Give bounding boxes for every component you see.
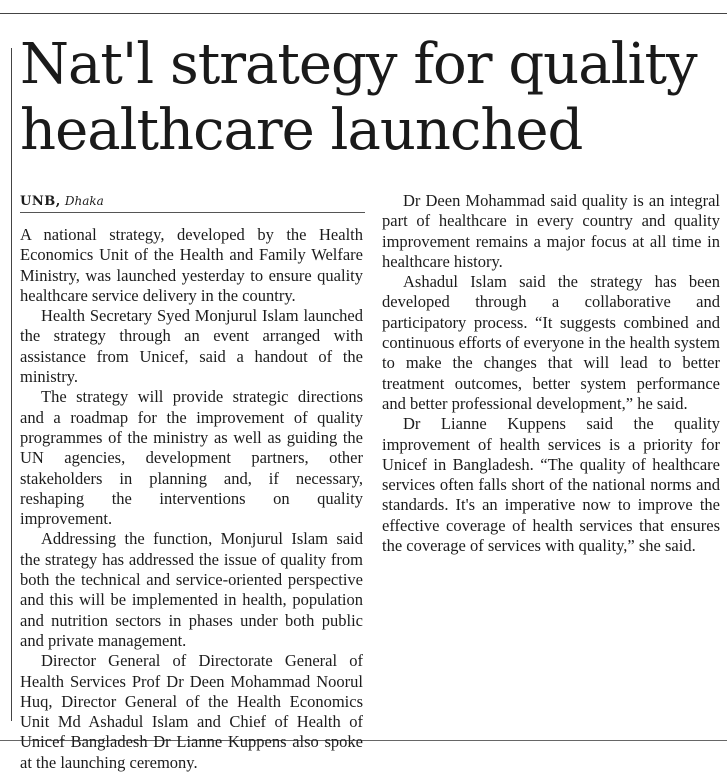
article-headline: Nat'l strategy for quality healthcare launched [20, 32, 697, 163]
article-paragraph: The strategy will provide strategic directions and a roadmap for the improvement of quality programmes of the ministry as well as guiding the UN agencies, development partners, other stakeholders in planning and, if necessary, reshaping the interventions on quality improvement. [20, 387, 363, 529]
article-paragraph: Director General of Directorate General of Health Services Prof Dr Deen Mohammad Noorul Huq, Director General of the Health Economics Unit Md Ashadul Islam and Chief of Health of Unicef Bangladesh Dr Lianne Kuppens also spoke at the launching ceremony. [20, 651, 363, 772]
article-paragraph: Addressing the function, Monjurul Islam said the strategy has addressed the issue of quality from both the technical and service-oriented perspective and this will be implemented in health, population and nutrition sectors in phases under both public and private management. [20, 529, 363, 650]
left-rule [11, 48, 12, 721]
top-rule [0, 13, 727, 14]
byline-agency: UNB, [20, 194, 61, 209]
byline-place: Dhaka [64, 194, 104, 208]
article-paragraph: Ashadul Islam said the strategy has been developed through a collaborative and participatory process. “It suggests combined and continuous efforts of everyone in the health system to make the changes that will lead to better treatment outcomes, better system performance and better professional development,” he said. [382, 272, 720, 413]
article-paragraph: Dr Lianne Kuppens said the quality improvement of health services is a priority for Unicef in Bangladesh. “The quality of healthcare services often falls short of the national norms and standards. It's an imperative now to improve the effective coverage of health services that ensures the coverage of services with quality,” she said. [382, 414, 720, 556]
article-column-left [20, 225, 363, 773]
article-paragraph: Health Secretary Syed Monjurul Islam launched the strategy through an event arranged with assistance from Unicef, said a handout of the ministry. [20, 306, 363, 387]
article-paragraph: A national strategy, developed by the Health Economics Unit of the Health and Family Welfare Ministry, was launched yesterday to ensure quality healthcare service delivery in the country. [20, 225, 363, 305]
article-paragraph: Dr Deen Mohammad said quality is an integral part of healthcare in every country and quality improvement remains a major focus at all time in healthcare history. [382, 191, 720, 271]
byline [20, 192, 365, 213]
article-column-right [382, 191, 720, 556]
